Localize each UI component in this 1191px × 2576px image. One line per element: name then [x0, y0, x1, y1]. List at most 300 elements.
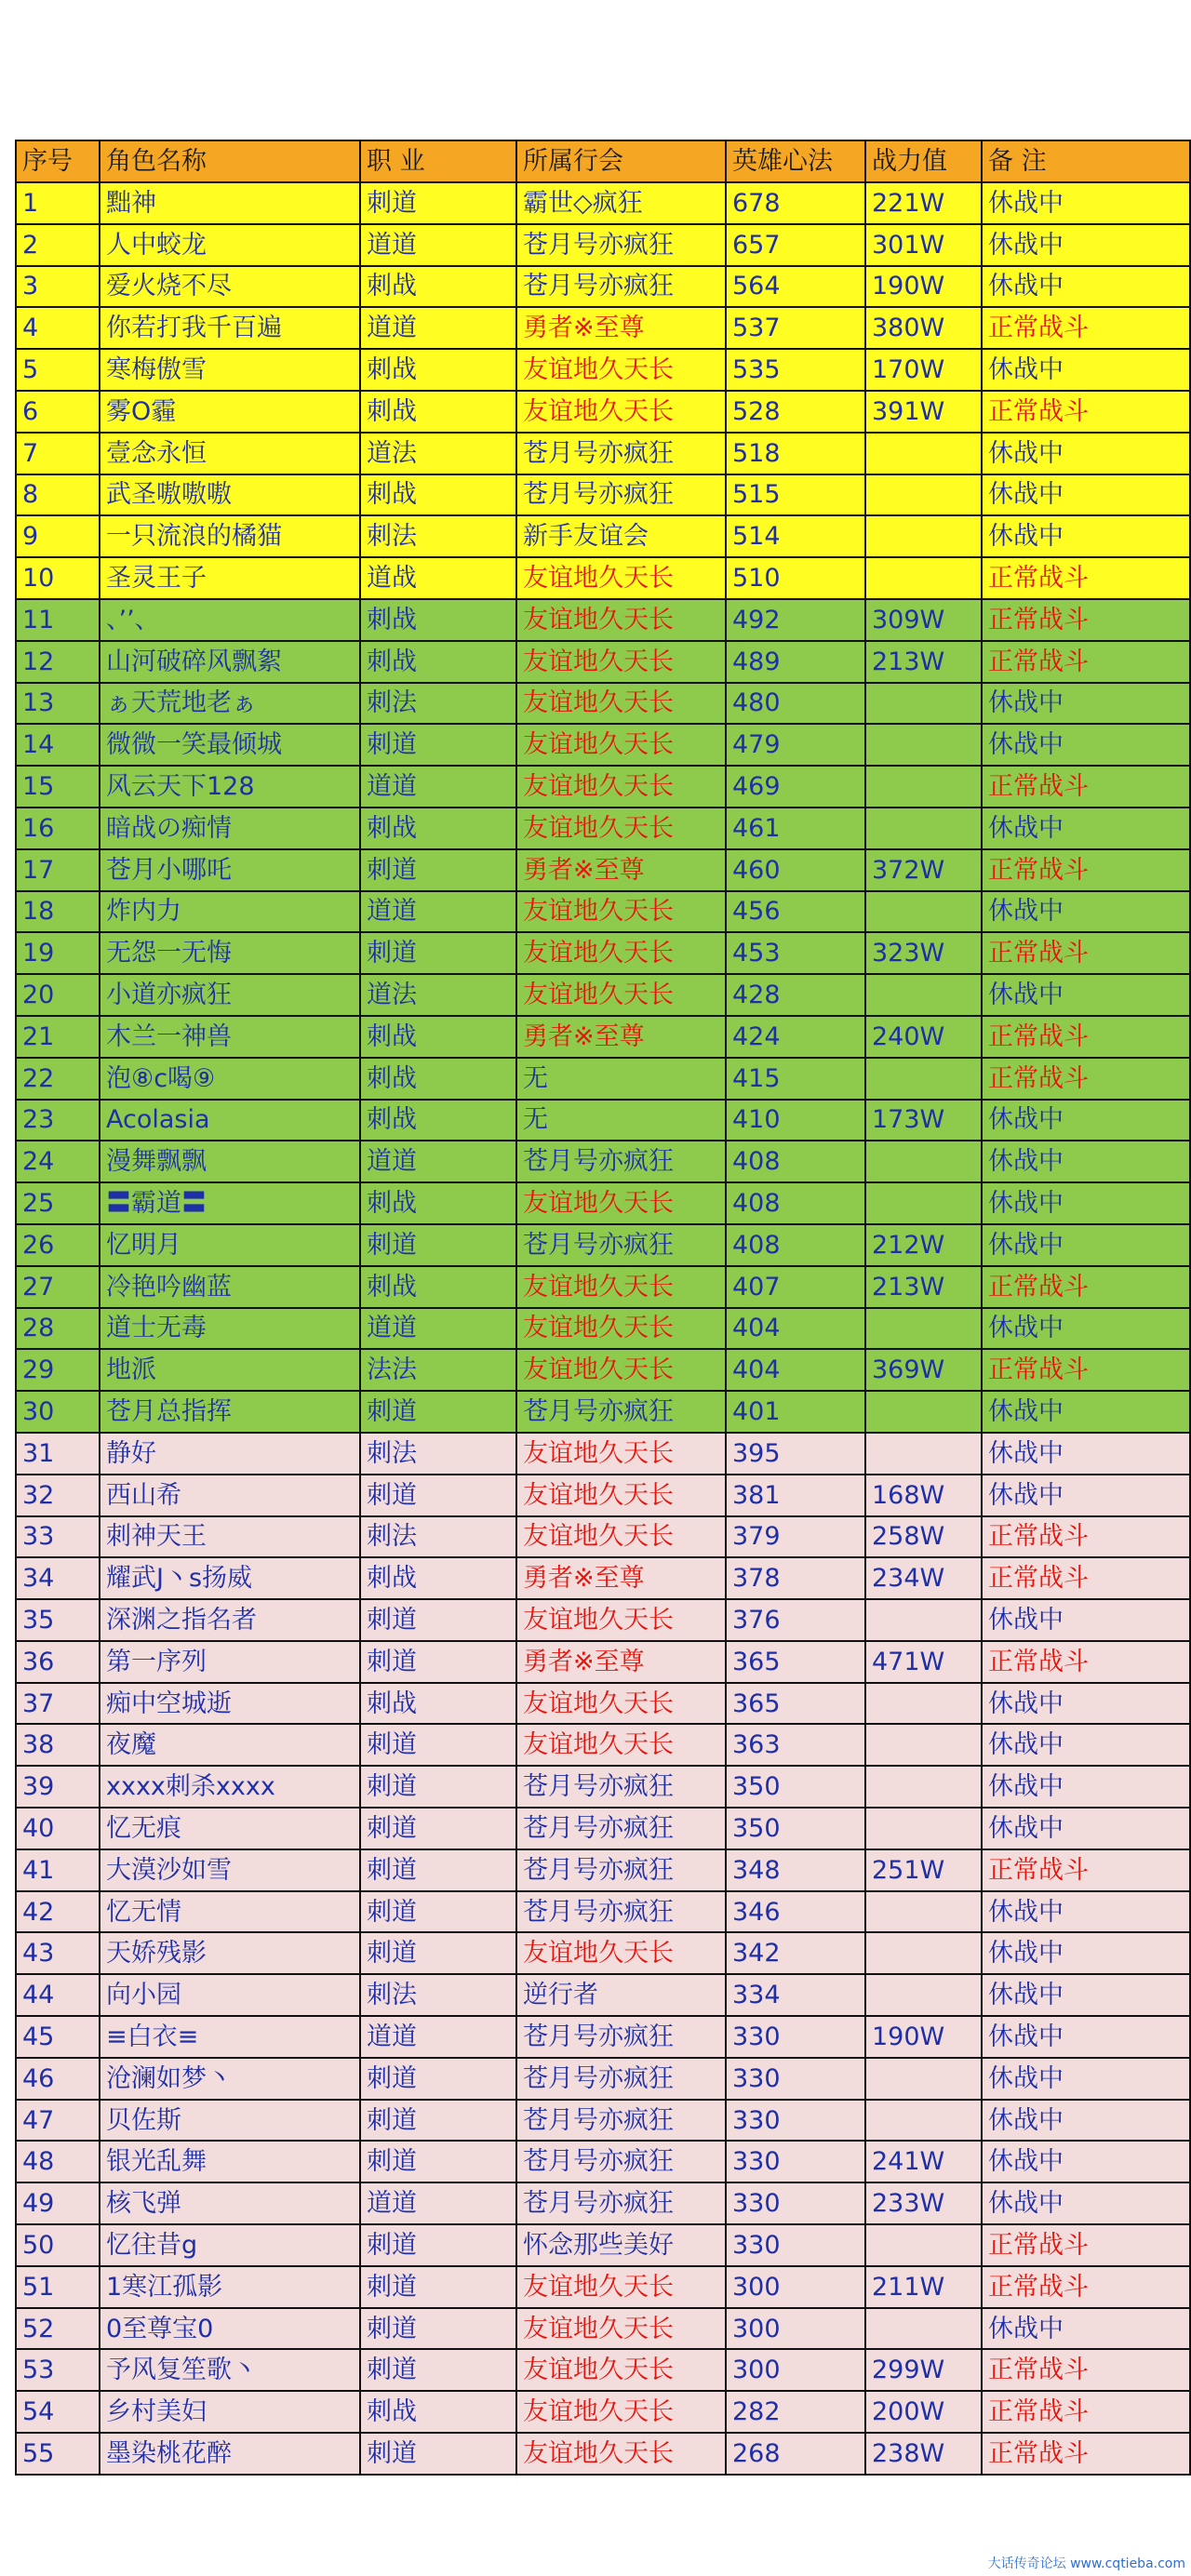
cell-power — [865, 1433, 982, 1475]
cell-no: 35 — [16, 1599, 100, 1641]
cell-hero: 564 — [726, 266, 865, 308]
table-row — [16, 683, 1190, 725]
cell-note: 休战中 — [982, 1766, 1190, 1808]
cell-power — [865, 1808, 982, 1849]
cell-hero: 678 — [726, 182, 865, 224]
cell-job: 道法 — [360, 974, 516, 1016]
cell-job: 刺道 — [360, 1391, 516, 1433]
cell-no: 19 — [16, 932, 100, 974]
cell-name: 静好 — [100, 1433, 360, 1475]
cell-power: 213W — [865, 641, 982, 683]
table-row — [16, 2433, 1190, 2475]
cell-name: 深渊之指名者 — [100, 1599, 360, 1641]
cell-power: 323W — [865, 932, 982, 974]
table-row — [16, 891, 1190, 933]
cell-note: 休战中 — [982, 349, 1190, 391]
cell-guild: 苍月号亦疯狂 — [516, 1808, 726, 1849]
cell-job: 道道 — [360, 2016, 516, 2058]
table-row — [16, 307, 1190, 349]
cell-name: 忆往昔g — [100, 2224, 360, 2266]
cell-hero: 330 — [726, 2016, 865, 2058]
cell-guild: 苍月号亦疯狂 — [516, 1391, 726, 1433]
table-row — [16, 1224, 1190, 1266]
cell-guild: 苍月号亦疯狂 — [516, 1224, 726, 1266]
table-row — [16, 2100, 1190, 2142]
table-row — [16, 1433, 1190, 1475]
cell-job: 刺道 — [360, 1599, 516, 1641]
table-row — [16, 1475, 1190, 1516]
cell-power — [865, 808, 982, 849]
cell-power: 221W — [865, 182, 982, 224]
cell-hero: 300 — [726, 2349, 865, 2391]
cell-power — [865, 2308, 982, 2350]
cell-job: 刺战 — [360, 1557, 516, 1599]
cell-power — [865, 1599, 982, 1641]
header-guild: 所属行会 — [516, 140, 726, 182]
cell-job: 刺战 — [360, 1266, 516, 1308]
cell-job: 刺道 — [360, 849, 516, 891]
cell-guild: 友谊地久天长 — [516, 599, 726, 641]
cell-guild: 友谊地久天长 — [516, 2349, 726, 2391]
cell-no: 30 — [16, 1391, 100, 1433]
cell-no: 8 — [16, 474, 100, 516]
table-row — [16, 1308, 1190, 1350]
cell-job: 刺战 — [360, 641, 516, 683]
cell-job: 刺道 — [360, 2308, 516, 2350]
table-row — [16, 808, 1190, 849]
cell-note: 休战中 — [982, 1100, 1190, 1141]
cell-name: 一只流浪的橘猫 — [100, 515, 360, 557]
cell-no: 42 — [16, 1891, 100, 1933]
cell-guild: 友谊地久天长 — [516, 641, 726, 683]
cell-note: 正常战斗 — [982, 849, 1190, 891]
cell-power: 170W — [865, 349, 982, 391]
cell-name: 漫舞飘飘 — [100, 1141, 360, 1182]
cell-job: 刺法 — [360, 515, 516, 557]
cell-no: 23 — [16, 1100, 100, 1141]
cell-name: 忆明月 — [100, 1224, 360, 1266]
cell-hero: 330 — [726, 2141, 865, 2182]
cell-no: 14 — [16, 724, 100, 766]
cell-job: 刺道 — [360, 182, 516, 224]
table-row — [16, 1266, 1190, 1308]
cell-name: ぁ天荒地老ぁ — [100, 683, 360, 725]
cell-power — [865, 2224, 982, 2266]
table-row — [16, 474, 1190, 516]
cell-no: 44 — [16, 1974, 100, 2016]
cell-no: 45 — [16, 2016, 100, 2058]
cell-guild: 友谊地久天长 — [516, 1182, 726, 1224]
cell-no: 7 — [16, 433, 100, 474]
cell-no: 4 — [16, 307, 100, 349]
cell-hero: 330 — [726, 2100, 865, 2142]
cell-no: 31 — [16, 1433, 100, 1475]
cell-guild: 勇者※至尊 — [516, 1557, 726, 1599]
cell-guild: 苍月号亦疯狂 — [516, 1891, 726, 1933]
cell-note: 休战中 — [982, 266, 1190, 308]
cell-power: 211W — [865, 2266, 982, 2308]
cell-name: 〓霸道〓 — [100, 1182, 360, 1224]
cell-guild: 友谊地久天长 — [516, 1475, 726, 1516]
cell-name: 小道亦疯狂 — [100, 974, 360, 1016]
cell-hero: 415 — [726, 1058, 865, 1100]
cell-note: 休战中 — [982, 2100, 1190, 2142]
cell-job: 刺战 — [360, 808, 516, 849]
table-row — [16, 2224, 1190, 2266]
cell-job: 刺道 — [360, 724, 516, 766]
cell-hero: 300 — [726, 2266, 865, 2308]
cell-no: 32 — [16, 1475, 100, 1516]
cell-note: 休战中 — [982, 2182, 1190, 2224]
cell-note: 正常战斗 — [982, 307, 1190, 349]
cell-guild: 友谊地久天长 — [516, 766, 726, 808]
cell-guild: 苍月号亦疯狂 — [516, 2100, 726, 2142]
cell-note: 休战中 — [982, 1475, 1190, 1516]
cell-no: 13 — [16, 683, 100, 725]
header-note: 备 注 — [982, 140, 1190, 182]
cell-guild: 友谊地久天长 — [516, 891, 726, 933]
table-row — [16, 932, 1190, 974]
cell-power: 200W — [865, 2391, 982, 2433]
ranking-table — [15, 140, 1191, 2476]
cell-name: 地派 — [100, 1349, 360, 1391]
cell-job: 刺道 — [360, 2224, 516, 2266]
cell-job: 道道 — [360, 1308, 516, 1350]
cell-guild: 友谊地久天长 — [516, 932, 726, 974]
cell-name: 向小园 — [100, 1974, 360, 2016]
cell-guild: 苍月号亦疯狂 — [516, 1849, 726, 1891]
cell-hero: 346 — [726, 1891, 865, 1933]
cell-name: 山河破碎风飘絮 — [100, 641, 360, 683]
cell-hero: 342 — [726, 1932, 865, 1974]
cell-hero: 510 — [726, 557, 865, 599]
cell-guild: 友谊地久天长 — [516, 2266, 726, 2308]
cell-hero: 514 — [726, 515, 865, 557]
cell-hero: 453 — [726, 932, 865, 974]
cell-no: 54 — [16, 2391, 100, 2433]
cell-no: 40 — [16, 1808, 100, 1849]
cell-no: 12 — [16, 641, 100, 683]
cell-job: 刺战 — [360, 474, 516, 516]
cell-name: 爱火烧不尽 — [100, 266, 360, 308]
cell-hero: 518 — [726, 433, 865, 474]
cell-no: 48 — [16, 2141, 100, 2182]
cell-note: 休战中 — [982, 2058, 1190, 2100]
cell-job: 道道 — [360, 224, 516, 266]
cell-power: 233W — [865, 2182, 982, 2224]
cell-name: 无怨一无悔 — [100, 932, 360, 974]
cell-note: 休战中 — [982, 2141, 1190, 2182]
cell-name: 道士无毒 — [100, 1308, 360, 1350]
cell-name: 雾O霾 — [100, 391, 360, 433]
cell-power — [865, 891, 982, 933]
table-row — [16, 1974, 1190, 2016]
cell-power — [865, 1182, 982, 1224]
cell-hero: 300 — [726, 2308, 865, 2350]
cell-job: 刺道 — [360, 2100, 516, 2142]
cell-note: 休战中 — [982, 1599, 1190, 1641]
cell-note: 休战中 — [982, 1891, 1190, 1933]
table-row — [16, 974, 1190, 1016]
cell-job: 刺道 — [360, 2349, 516, 2391]
cell-no: 17 — [16, 849, 100, 891]
cell-no: 6 — [16, 391, 100, 433]
cell-name: 西山希 — [100, 1475, 360, 1516]
cell-guild: 苍月号亦疯狂 — [516, 1766, 726, 1808]
cell-power — [865, 1141, 982, 1182]
cell-name: 泡⑧c喝⑨ — [100, 1058, 360, 1100]
cell-no: 50 — [16, 2224, 100, 2266]
cell-no: 22 — [16, 1058, 100, 1100]
cell-name: 乡村美妇 — [100, 2391, 360, 2433]
cell-power — [865, 683, 982, 725]
cell-note: 休战中 — [982, 1724, 1190, 1766]
cell-no: 18 — [16, 891, 100, 933]
cell-name: ≡白衣≡ — [100, 2016, 360, 2058]
table-row — [16, 2308, 1190, 2350]
cell-guild: 苍月号亦疯狂 — [516, 2058, 726, 2100]
cell-guild: 友谊地久天长 — [516, 391, 726, 433]
cell-note: 休战中 — [982, 1974, 1190, 2016]
cell-no: 21 — [16, 1016, 100, 1058]
cell-note: 正常战斗 — [982, 766, 1190, 808]
cell-no: 37 — [16, 1683, 100, 1725]
cell-hero: 480 — [726, 683, 865, 725]
table-row — [16, 557, 1190, 599]
cell-note: 休战中 — [982, 182, 1190, 224]
cell-no: 51 — [16, 2266, 100, 2308]
cell-no: 38 — [16, 1724, 100, 1766]
cell-note: 休战中 — [982, 1391, 1190, 1433]
table-row — [16, 1058, 1190, 1100]
watermark: 大话传奇论坛 www.cqtieba.com — [987, 2556, 1185, 2571]
table-row — [16, 1724, 1190, 1766]
cell-guild: 勇者※至尊 — [516, 307, 726, 349]
cell-guild: 友谊地久天长 — [516, 1349, 726, 1391]
cell-job: 刺道 — [360, 1475, 516, 1516]
cell-hero: 407 — [726, 1266, 865, 1308]
cell-no: 36 — [16, 1641, 100, 1683]
cell-note: 休战中 — [982, 1141, 1190, 1182]
table-row — [16, 224, 1190, 266]
table-row — [16, 1557, 1190, 1599]
cell-power: 301W — [865, 224, 982, 266]
cell-name: 银光乱舞 — [100, 2141, 360, 2182]
cell-note: 休战中 — [982, 1308, 1190, 1350]
cell-job: 刺道 — [360, 2058, 516, 2100]
cell-hero: 381 — [726, 1475, 865, 1516]
cell-power — [865, 1891, 982, 1933]
cell-job: 刺道 — [360, 2433, 516, 2475]
cell-name: 壹念永恒 — [100, 433, 360, 474]
table-row — [16, 2349, 1190, 2391]
cell-power — [865, 433, 982, 474]
cell-no: 10 — [16, 557, 100, 599]
cell-job: 刺道 — [360, 1849, 516, 1891]
cell-name: 人中蛟龙 — [100, 224, 360, 266]
table-body — [16, 182, 1190, 2475]
cell-no: 27 — [16, 1266, 100, 1308]
cell-note: 休战中 — [982, 515, 1190, 557]
cell-job: 刺道 — [360, 1808, 516, 1849]
cell-hero: 330 — [726, 2182, 865, 2224]
cell-name: 夜魔 — [100, 1724, 360, 1766]
cell-guild: 友谊地久天长 — [516, 724, 726, 766]
cell-note: 正常战斗 — [982, 599, 1190, 641]
cell-no: 29 — [16, 1349, 100, 1391]
cell-hero: 401 — [726, 1391, 865, 1433]
cell-name: 忆无情 — [100, 1891, 360, 1933]
cell-name: 沧澜如梦丶 — [100, 2058, 360, 2100]
cell-name: 忆无痕 — [100, 1808, 360, 1849]
cell-job: 刺战 — [360, 1058, 516, 1100]
cell-hero: 365 — [726, 1641, 865, 1683]
cell-hero: 330 — [726, 2224, 865, 2266]
cell-power: 168W — [865, 1475, 982, 1516]
cell-job: 刺道 — [360, 2266, 516, 2308]
cell-job: 刺战 — [360, 599, 516, 641]
cell-no: 26 — [16, 1224, 100, 1266]
cell-no: 52 — [16, 2308, 100, 2350]
cell-hero: 378 — [726, 1557, 865, 1599]
cell-job: 刺战 — [360, 391, 516, 433]
table-row — [16, 1516, 1190, 1558]
cell-no: 15 — [16, 766, 100, 808]
cell-power: 369W — [865, 1349, 982, 1391]
cell-name: 刺神天王 — [100, 1516, 360, 1558]
cell-guild: 苍月号亦疯狂 — [516, 2016, 726, 2058]
cell-hero: 404 — [726, 1308, 865, 1350]
cell-power: 258W — [865, 1516, 982, 1558]
cell-job: 刺战 — [360, 349, 516, 391]
table-row — [16, 1599, 1190, 1641]
cell-guild: 友谊地久天长 — [516, 1516, 726, 1558]
table-row — [16, 2266, 1190, 2308]
cell-guild: 友谊地久天长 — [516, 2433, 726, 2475]
cell-job: 刺道 — [360, 2141, 516, 2182]
table-row — [16, 1641, 1190, 1683]
cell-job: 道战 — [360, 557, 516, 599]
cell-hero: 350 — [726, 1766, 865, 1808]
cell-no: 43 — [16, 1932, 100, 1974]
cell-job: 刺法 — [360, 1516, 516, 1558]
cell-power — [865, 1766, 982, 1808]
cell-no: 25 — [16, 1182, 100, 1224]
cell-hero: 395 — [726, 1433, 865, 1475]
cell-power — [865, 2058, 982, 2100]
cell-hero: 657 — [726, 224, 865, 266]
cell-guild: 苍月号亦疯狂 — [516, 1141, 726, 1182]
cell-name: 贝佐斯 — [100, 2100, 360, 2142]
cell-power — [865, 474, 982, 516]
cell-job: 刺法 — [360, 683, 516, 725]
cell-guild: 逆行者 — [516, 1974, 726, 2016]
cell-name: 核飞弹 — [100, 2182, 360, 2224]
cell-name: 圣灵王子 — [100, 557, 360, 599]
cell-power: 380W — [865, 307, 982, 349]
cell-guild: 友谊地久天长 — [516, 1932, 726, 1974]
cell-guild: 友谊地久天长 — [516, 2391, 726, 2433]
cell-no: 33 — [16, 1516, 100, 1558]
cell-hero: 268 — [726, 2433, 865, 2475]
cell-name: 、’’、 — [100, 599, 360, 641]
cell-guild: 勇者※至尊 — [516, 849, 726, 891]
cell-name: 木兰一神兽 — [100, 1016, 360, 1058]
cell-power — [865, 724, 982, 766]
cell-note: 休战中 — [982, 1224, 1190, 1266]
table-row — [16, 1141, 1190, 1182]
table-row — [16, 2058, 1190, 2100]
table-row — [16, 724, 1190, 766]
cell-no: 41 — [16, 1849, 100, 1891]
table-row — [16, 1100, 1190, 1141]
table-row — [16, 1766, 1190, 1808]
table-row — [16, 2182, 1190, 2224]
cell-job: 刺战 — [360, 266, 516, 308]
cell-power — [865, 766, 982, 808]
cell-job: 法法 — [360, 1349, 516, 1391]
cell-name: 黜神 — [100, 182, 360, 224]
cell-note: 正常战斗 — [982, 2266, 1190, 2308]
cell-power: 309W — [865, 599, 982, 641]
cell-no: 28 — [16, 1308, 100, 1350]
cell-hero: 408 — [726, 1224, 865, 1266]
cell-note: 正常战斗 — [982, 2391, 1190, 2433]
cell-note: 休战中 — [982, 1808, 1190, 1849]
cell-job: 刺道 — [360, 1766, 516, 1808]
cell-hero: 282 — [726, 2391, 865, 2433]
cell-guild: 友谊地久天长 — [516, 683, 726, 725]
header-row — [16, 140, 1190, 182]
table-row — [16, 1182, 1190, 1224]
cell-power: 190W — [865, 266, 982, 308]
table-row — [16, 2391, 1190, 2433]
cell-name: 苍月总指挥 — [100, 1391, 360, 1433]
cell-job: 刺法 — [360, 1974, 516, 2016]
table-row — [16, 2141, 1190, 2182]
table-row — [16, 1808, 1190, 1849]
cell-name: 苍月小哪吒 — [100, 849, 360, 891]
cell-no: 1 — [16, 182, 100, 224]
cell-note: 休战中 — [982, 1182, 1190, 1224]
cell-name: 予风复笙歌丶 — [100, 2349, 360, 2391]
cell-no: 53 — [16, 2349, 100, 2391]
cell-guild: 苍月号亦疯狂 — [516, 433, 726, 474]
cell-no: 9 — [16, 515, 100, 557]
cell-hero: 492 — [726, 599, 865, 641]
cell-hero: 330 — [726, 2058, 865, 2100]
cell-no: 39 — [16, 1766, 100, 1808]
cell-hero: 408 — [726, 1182, 865, 1224]
cell-power: 190W — [865, 2016, 982, 2058]
cell-note: 休战中 — [982, 724, 1190, 766]
cell-hero: 528 — [726, 391, 865, 433]
cell-guild: 友谊地久天长 — [516, 2308, 726, 2350]
cell-name: 武圣嗷嗷嗷 — [100, 474, 360, 516]
cell-note: 正常战斗 — [982, 1266, 1190, 1308]
cell-guild: 无 — [516, 1100, 726, 1141]
cell-guild: 勇者※至尊 — [516, 1016, 726, 1058]
cell-name: 微微一笑最倾城 — [100, 724, 360, 766]
cell-hero: 365 — [726, 1683, 865, 1725]
cell-note: 休战中 — [982, 1932, 1190, 1974]
cell-power: 241W — [865, 2141, 982, 2182]
table-row — [16, 515, 1190, 557]
cell-power: 240W — [865, 1016, 982, 1058]
cell-hero: 363 — [726, 1724, 865, 1766]
cell-no: 2 — [16, 224, 100, 266]
cell-note: 休战中 — [982, 1433, 1190, 1475]
